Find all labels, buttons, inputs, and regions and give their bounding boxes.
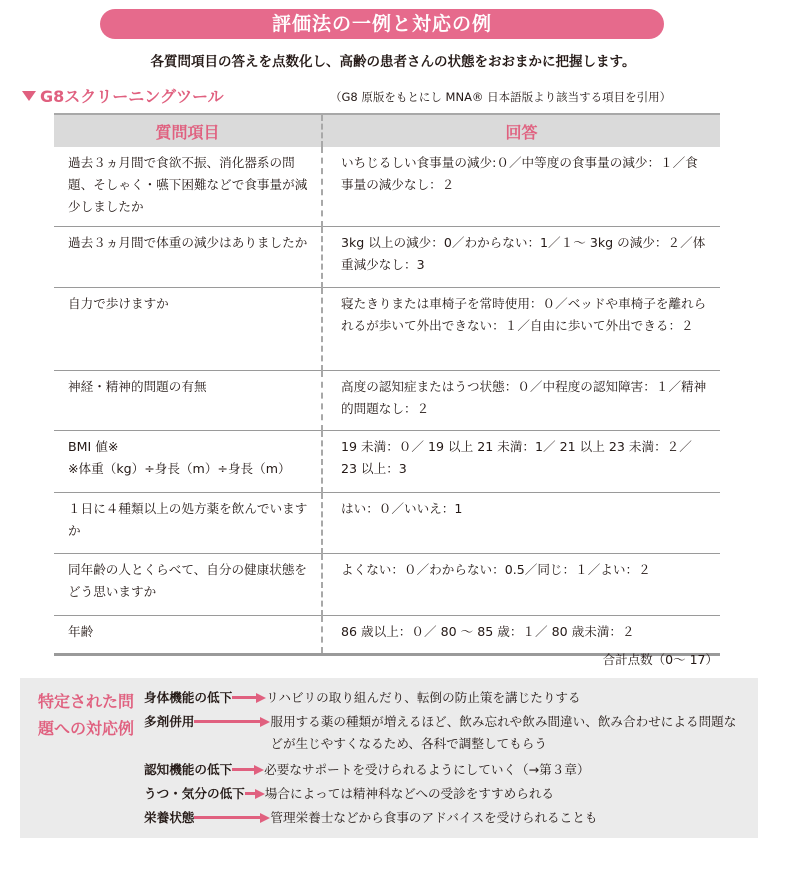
response-item bbox=[144, 687, 736, 709]
answer-cell: 3kg 以上の減少：0／わからない：1／１～ 3kg の減少：２／体重減少なし：3 bbox=[322, 227, 720, 288]
response-text: 場合によっては精神科などへの受診をすすめられる bbox=[264, 786, 555, 801]
response-item bbox=[144, 711, 740, 755]
answer-cell: 19 未満：０／ 19 以上 21 未満：1／ 21 以上 23 未満：２／ 23 以上：3 bbox=[322, 431, 720, 493]
table-row bbox=[54, 554, 720, 616]
response-item bbox=[144, 807, 740, 829]
response-examples-panel bbox=[20, 678, 758, 838]
answer-cell: はい：０／いいえ：1 bbox=[322, 493, 720, 554]
response-label: 認知機能の低下 bbox=[144, 762, 233, 777]
answer-cell: 寝たきりまたは車椅子を常時使用：０／ベッドや車椅子を離れられるが歩いて外出できない：１／自由に歩いて外出できる：２ bbox=[322, 288, 720, 371]
response-item bbox=[144, 783, 735, 805]
table-row bbox=[54, 227, 720, 288]
table-row bbox=[54, 371, 720, 431]
tool-title bbox=[22, 84, 224, 107]
table-row bbox=[54, 431, 720, 493]
question-cell: １日に４種類以上の処方薬を飲んでいますか bbox=[54, 493, 322, 554]
response-text: リハビリの取り組んだり、転倒の防止策を講じたりする bbox=[266, 690, 581, 705]
response-item bbox=[144, 759, 734, 781]
arrow-right-icon bbox=[232, 765, 264, 775]
table-header-row bbox=[54, 114, 720, 147]
arrow-right-icon bbox=[232, 693, 266, 703]
arrow-right-icon bbox=[194, 813, 270, 823]
table-row bbox=[54, 616, 720, 655]
answer-cell: 86 歳以上：０／ 80 ～ 85 歳：１／ 80 歳未満：２ bbox=[322, 616, 720, 655]
answer-cell: 高度の認知症またはうつ状態：０／中程度の認知障害：１／精神的問題なし：２ bbox=[322, 371, 720, 431]
response-label: 栄養状態 bbox=[144, 810, 195, 825]
answer-cell: よくない：０／わからない：0.5／同じ：１／よい：２ bbox=[322, 554, 720, 616]
panel-title bbox=[38, 688, 134, 742]
table-row bbox=[54, 147, 720, 227]
response-text: 服用する薬の種類が増えるほど、飲み忘れや飲み間違い、飲み合わせによる問題などが生じやすくなるため、各科で調整してもらう bbox=[270, 714, 737, 751]
header-answer: 回答 bbox=[322, 114, 720, 147]
arrow-right-icon bbox=[194, 717, 270, 727]
response-text: 必要なサポートを受けられるようにしていく（→第３章） bbox=[264, 762, 590, 777]
question-cell: 同年齢の人とくらべて、自分の健康状態をどう思いますか bbox=[54, 554, 322, 616]
response-label: うつ・気分の低下 bbox=[144, 786, 245, 801]
g8-table bbox=[54, 113, 720, 656]
response-text: 管理栄養士などから食事のアドバイスを受けられることも bbox=[270, 810, 598, 825]
subtitle: 各質問項目の答えを点数化し、高齢の患者さんの状態をおおまかに把握します。 bbox=[150, 54, 636, 70]
source-note: （G8 原版をもとにし MNA® 日本語版より該当する項目を引用） bbox=[330, 90, 672, 104]
response-label: 身体機能の低下 bbox=[144, 690, 233, 705]
panel-title-text: 特定された問題への対応例 bbox=[38, 692, 135, 738]
triangle-down-icon bbox=[22, 91, 36, 101]
question-cell: 過去３ヵ月間で食欲不振、消化器系の問題、そしゃく・嚥下困難などで食事量が減少しましたか bbox=[54, 147, 322, 227]
header-question: 質問項目 bbox=[54, 114, 322, 147]
question-cell: 過去３ヵ月間で体重の減少はありましたか bbox=[54, 227, 322, 288]
response-label: 多剤併用 bbox=[144, 714, 195, 729]
question-cell: 年齢 bbox=[54, 616, 322, 655]
table-row bbox=[54, 288, 720, 371]
total-score-note: 合計点数（0～ 17） bbox=[602, 652, 718, 667]
answer-cell: いちじるしい食事量の減少:０／中等度の食事量の減少：１／食事量の減少なし：２ bbox=[322, 147, 720, 227]
tool-title-text: G8スクリーニングツール bbox=[40, 87, 224, 106]
question-cell: BMI 値※ ※体重（kg）÷身長（m）÷身長（m） bbox=[54, 431, 322, 493]
table-row bbox=[54, 493, 720, 554]
question-cell: 自力で歩けますか bbox=[54, 288, 322, 371]
arrow-right-icon bbox=[245, 789, 265, 799]
section-banner: 評価法の一例と対応の例 bbox=[100, 9, 664, 39]
question-cell: 神経・精神的問題の有無 bbox=[54, 371, 322, 431]
